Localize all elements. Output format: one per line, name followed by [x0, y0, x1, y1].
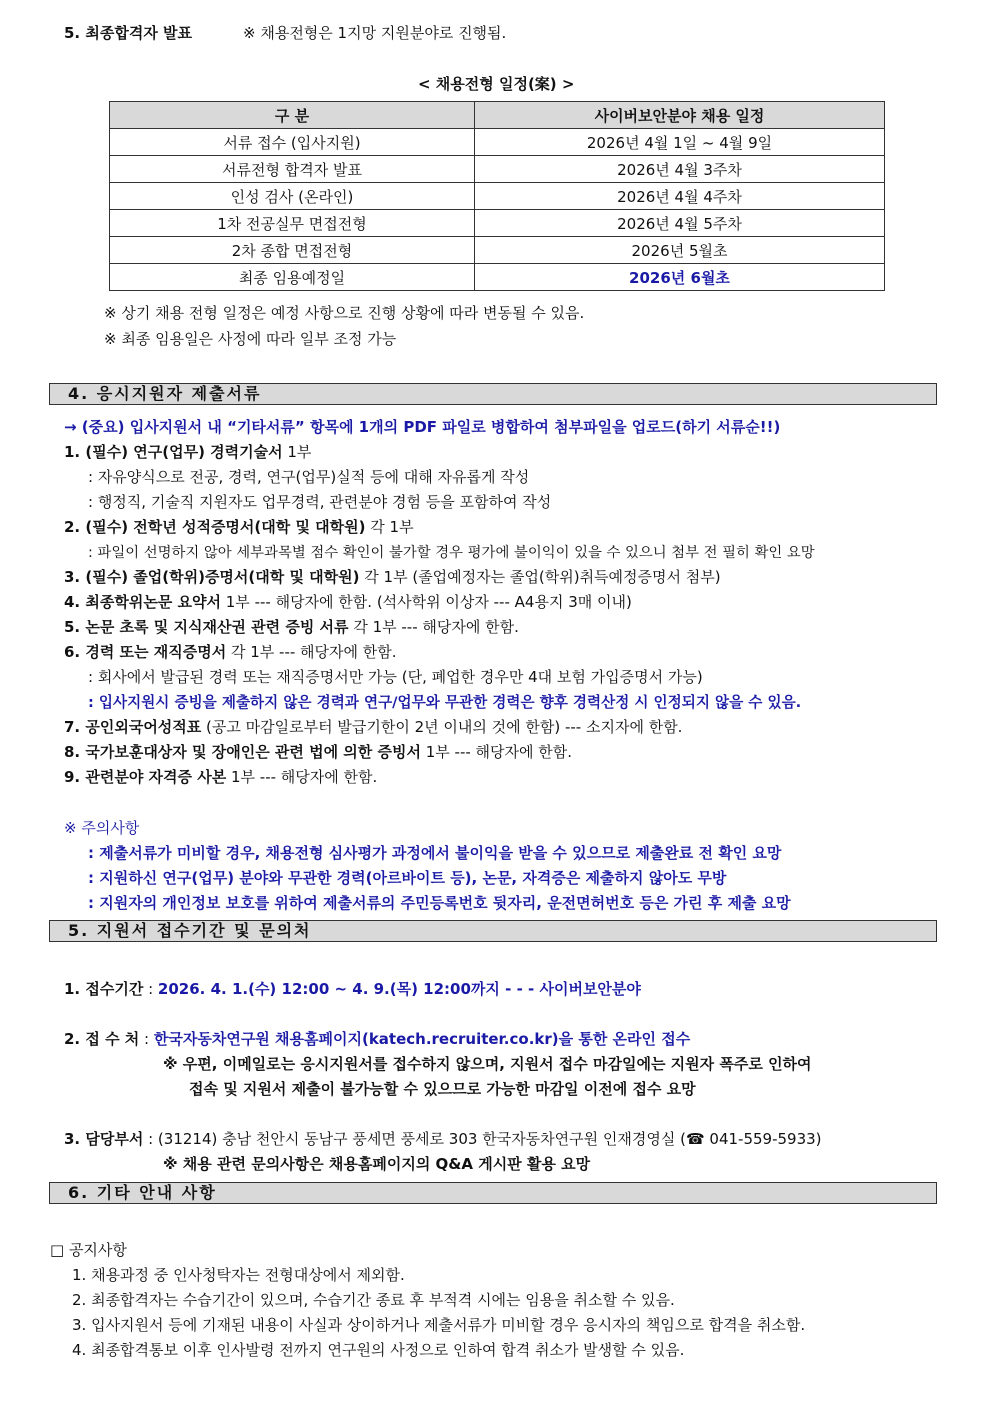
section-5-title: 5. 지원서 접수기간 및 문의처	[49, 920, 937, 942]
table-cell: 2차 종합 면접전형	[110, 237, 475, 264]
caution-item: : 지원자의 개인정보 보호를 위하여 제출서류의 주민등록번호 뒷자리, 운전면허번호 등은 가린 후 제출 요망	[88, 894, 791, 912]
caution-title: ※ 주의사항	[64, 819, 140, 837]
list-subitem: : 자유양식으로 전공, 경력, 연구(업무)실적 등에 대해 자유롭게 작성	[88, 468, 530, 486]
schedule-table	[109, 101, 885, 291]
contact-note: ※ 채용 관련 문의사항은 채용홈페이지의 Q&A 게시판 활용 요망	[163, 1155, 591, 1173]
notice-item: 2. 최종합격자는 수습기간이 있으며, 수습기간 종료 후 부적격 시에는 임용을 취소할 수 있음.	[72, 1291, 675, 1309]
table-row	[110, 237, 885, 264]
list-item: 3. (필수) 졸업(학위)증명서(대학 및 대학원) 각 1부 (졸업예정자는 졸업(학위)취득예정증명서 첨부)	[64, 568, 721, 586]
table-cell: 서류전형 합격자 발표	[110, 156, 475, 183]
column-header: 사이버보안분야 채용 일정	[475, 102, 885, 129]
contact-department: 3. 담당부서 : (31214) 충남 천안시 동남구 풍세면 풍세로 303 한국자동차연구원 인재경영실 (☎ 041-559-5933)	[64, 1130, 822, 1148]
table-cell-highlight: 2026년 6월초	[475, 264, 885, 291]
section-6-title: 6. 기타 안내 사항	[49, 1182, 937, 1204]
caution-item: : 제출서류가 미비할 경우, 채용전형 심사평가 과정에서 불이익을 받을 수 있으므로 제출완료 전 확인 요망	[88, 844, 782, 862]
list-item: 8. 국가보훈대상자 및 장애인은 관련 법에 의한 증빙서 1부 --- 해당자에 한함.	[64, 743, 573, 761]
table-cell: 2026년 4월 4주차	[475, 183, 885, 210]
final-announcement-heading: 5. 최종합격자 발표	[64, 24, 193, 42]
caution-item: : 지원하신 연구(업무) 분야와 무관한 경력(아르바이트 등), 논문, 자격증은 제출하지 않아도 무방	[88, 869, 727, 887]
column-header: 구 분	[110, 102, 475, 129]
list-subitem: : 회사에서 발급된 경력 또는 재직증명서만 가능 (단, 폐업한 경우만 4대 보험 가입증명서 가능)	[88, 668, 703, 686]
table-header-row	[110, 102, 885, 129]
final-announcement-note: ※ 채용전형은 1지망 지원분야로 진행됨.	[243, 24, 507, 42]
application-channel: 2. 접 수 처 : 한국자동차연구원 채용홈페이지(katech.recruiter.co.kr)을 통한 온라인 접수	[64, 1030, 691, 1048]
table-row	[110, 264, 885, 291]
important-notice: → (중요) 입사지원서 내 “기타서류” 항목에 1개의 PDF 파일로 병합하여 첨부파일을 업로드(하기 서류순!!)	[64, 418, 781, 436]
table-cell: 서류 접수 (입사지원)	[110, 129, 475, 156]
notice-item: 3. 입사지원서 등에 기재된 내용이 사실과 상이하거나 제출서류가 미비할 경우 응시자의 책임으로 합격을 취소함.	[72, 1316, 806, 1334]
list-item: 5. 논문 초록 및 지식재산권 관련 증빙 서류 각 1부 --- 해당자에 한함.	[64, 618, 519, 636]
table-row	[110, 129, 885, 156]
table-cell: 인성 검사 (온라인)	[110, 183, 475, 210]
list-subitem-warning: : 입사지원시 증빙을 제출하지 않은 경력과 연구/업무와 무관한 경력은 향후 경력산정 시 인정되지 않을 수 있음.	[88, 694, 802, 711]
schedule-note: ※ 상기 채용 전형 일정은 예정 사항으로 진행 상황에 따라 변동될 수 있음.	[104, 304, 585, 322]
table-row	[110, 210, 885, 237]
table-row	[110, 156, 885, 183]
list-subitem: : 파일이 선명하지 않아 세부과목별 점수 확인이 불가할 경우 평가에 불이익이 있을 수 있으니 첨부 전 필히 확인 요망	[88, 545, 815, 561]
table-cell: 최종 임용예정일	[110, 264, 475, 291]
table-cell: 2026년 4월 5주차	[475, 210, 885, 237]
application-channel-note: 접속 및 지원서 제출이 불가능할 수 있으므로 가능한 마감일 이전에 접수 요망	[189, 1080, 696, 1098]
table-row	[110, 183, 885, 210]
schedule-note: ※ 최종 임용일은 사정에 따라 일부 조정 가능	[104, 330, 397, 348]
table-cell: 2026년 4월 1일 ~ 4월 9일	[475, 129, 885, 156]
application-period: 1. 접수기간 : 2026. 4. 1.(수) 12:00 ~ 4. 9.(목) 12:00까지 - - - 사이버보안분야	[64, 980, 641, 998]
list-subitem: : 행정직, 기술직 지원자도 업무경력, 관련분야 경험 등을 포함하여 작성	[88, 493, 552, 511]
schedule-title: < 채용전형 일정(案) >	[418, 75, 575, 93]
section-4-title: 4. 응시지원자 제출서류	[49, 383, 937, 405]
list-item: 4. 최종학위논문 요약서 1부 --- 해당자에 한함. (석사학위 이상자 --- A4용지 3매 이내)	[64, 593, 632, 611]
table-cell: 2026년 4월 3주차	[475, 156, 885, 183]
application-channel-note: ※ 우편, 이메일로는 응시지원서를 접수하지 않으며, 지원서 접수 마감일에는 지원자 폭주로 인하여	[163, 1055, 812, 1073]
notice-item: 1. 채용과정 중 인사청탁자는 전형대상에서 제외함.	[72, 1266, 405, 1284]
table-cell: 2026년 5월초	[475, 237, 885, 264]
list-item: 9. 관련분야 자격증 사본 1부 --- 해당자에 한함.	[64, 768, 378, 786]
list-item: 7. 공인외국어성적표 (공고 마감일로부터 발급기한이 2년 이내의 것에 한함) --- 소지자에 한함.	[64, 718, 683, 736]
table-cell: 1차 전공실무 면접전형	[110, 210, 475, 237]
notice-title: □ 공지사항	[50, 1241, 127, 1259]
list-item: 6. 경력 또는 재직증명서 각 1부 --- 해당자에 한함.	[64, 643, 397, 661]
list-item: 2. (필수) 전학년 성적증명서(대학 및 대학원) 각 1부	[64, 518, 414, 536]
list-item: 1. (필수) 연구(업무) 경력기술서 1부	[64, 443, 312, 461]
notice-item: 4. 최종합격통보 이후 인사발령 전까지 연구원의 사정으로 인하여 합격 취소가 발생할 수 있음.	[72, 1341, 685, 1359]
